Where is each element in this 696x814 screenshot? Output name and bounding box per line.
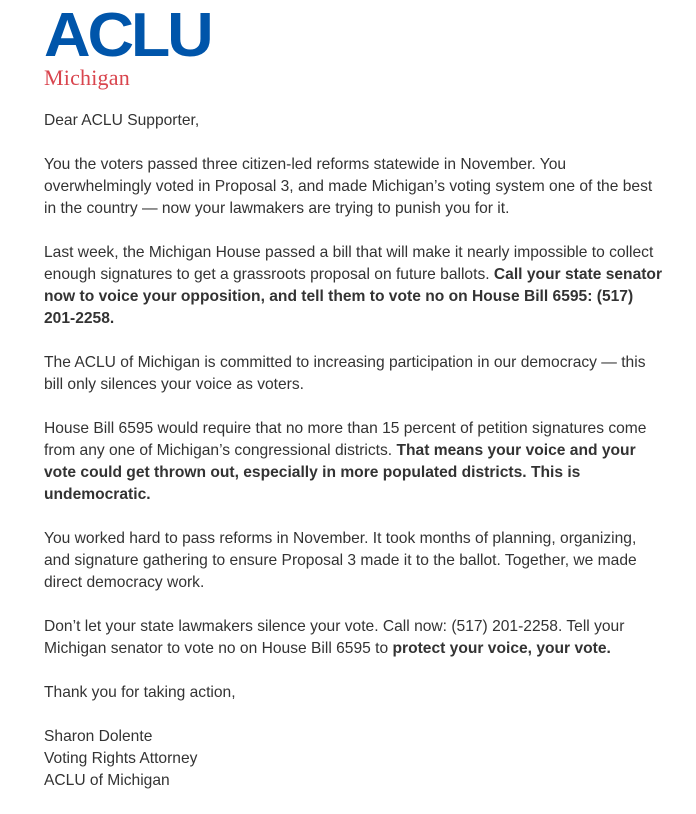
paragraph-6-callout: protect your voice, your vote. <box>392 640 611 657</box>
paragraph-3: The ACLU of Michigan is committed to increasing participation in our democracy — this bill only silences your voice as voters. <box>44 354 646 393</box>
signature-title: Voting Rights Attorney <box>44 750 198 767</box>
paragraph-2-callout: Call your state senator now to voice your opposition, and tell them to vote no on House Bill 6595: (517) 201-2258. <box>44 266 663 327</box>
paragraph-4-callout: That means your voice and your vote could get thrown out, especially in more populated districts. This is undemocratic. <box>44 442 636 503</box>
greeting: Dear ACLU Supporter, <box>44 112 200 129</box>
aclu-michigan-logo <box>44 1 211 90</box>
logo-affiliate: Michigan <box>44 65 130 90</box>
paragraph-6 <box>44 616 664 660</box>
paragraph-2-text: Last week, the Michigan House passed a bill that will make it nearly impossible to collect enough signatures to get a grassroots proposal on future ballots. <box>44 244 654 283</box>
signature-org: ACLU of Michigan <box>44 772 170 789</box>
signature-block <box>44 726 664 792</box>
closing: Thank you for taking action, <box>44 684 236 701</box>
paragraph-2 <box>44 242 664 330</box>
paragraph-4 <box>44 418 664 506</box>
paragraph-4-text: House Bill 6595 would require that no more than 15 percent of petition signatures come from any one of Michigan’s congressional districts. <box>44 420 647 459</box>
logo-wordmark: ACLU <box>44 1 211 70</box>
paragraph-6-text: Don’t let your state lawmakers silence your vote. Call now: (517) 201-2258. Tell your Michigan senator to vote no on House Bill 6595 to <box>44 618 625 657</box>
signature-name: Sharon Dolente <box>44 728 153 745</box>
letter-body <box>44 110 664 814</box>
paragraph-1: You the voters passed three citizen-led reforms statewide in November. You overwhelmingly voted in Proposal 3, and made Michigan’s voting system one of the best in the country — now your lawmakers are trying to punish you for it. <box>44 156 653 217</box>
paragraph-5: You worked hard to pass reforms in November. It took months of planning, organizing, and signature gathering to ensure Proposal 3 made it to the ballot. Together, we made direct democracy work. <box>44 530 637 591</box>
